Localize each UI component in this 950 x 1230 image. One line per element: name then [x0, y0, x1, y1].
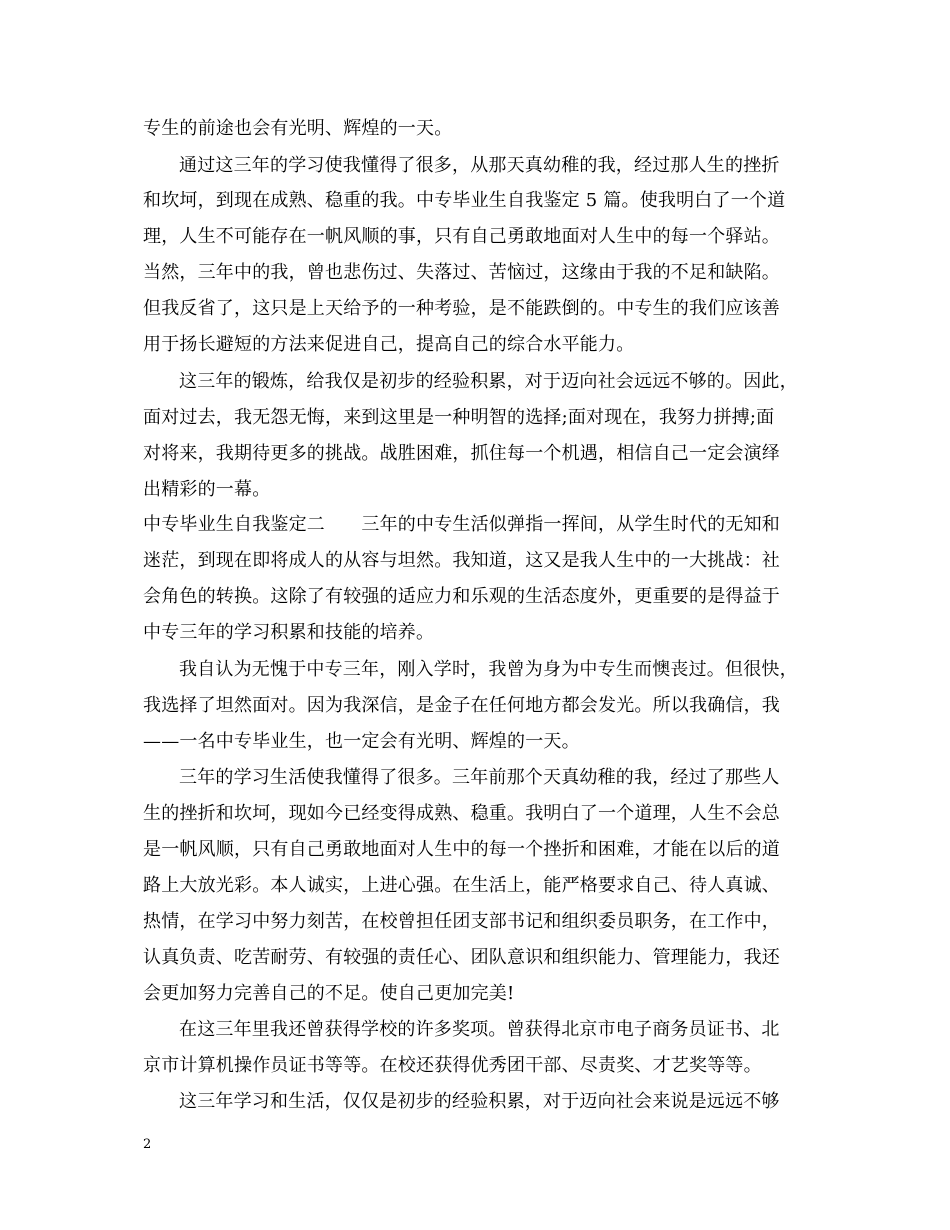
- text-line: 面对过去，我无怨无悔，来到这里是一种明智的选择;面对现在，我努力拼搏;面: [143, 407, 775, 428]
- text-line: 中专毕业生自我鉴定二 三年的中专生活似弹指一挥间，从学生时代的无知和: [143, 514, 780, 535]
- text-line: 出精彩的一幕。: [143, 479, 271, 500]
- text-line: 生的挫折和坎坷，现如今已经变得成熟、稳重。我明白了一个道理，人生不会总: [143, 803, 780, 824]
- text-line: 会角色的转换。这除了有较强的适应力和乐观的生活态度外，更重要的是得益于: [143, 586, 780, 607]
- text-line: 用于扬长避短的方法来促进自己，提高自己的综合水平能力。: [143, 334, 635, 355]
- text-line: 和坎坷，到现在成熟、稳重的我。中专毕业生自我鉴定 5 篇。使我明白了一个道: [143, 190, 786, 211]
- text-line: 迷茫，到现在即将成人的从容与坦然。我知道，这又是我人生中的一大挑战：社: [143, 550, 780, 571]
- text-line: 通过这三年的学习使我懂得了很多，从那天真幼稚的我，经过那人生的挫折: [179, 155, 780, 176]
- page-number: 2: [143, 1137, 152, 1152]
- text-line: 认真负责、吃苦耐劳、有较强的责任心、团队意识和组织能力、管理能力，我还: [143, 947, 780, 968]
- text-line: 专生的前途也会有光明、辉煌的一天。: [143, 118, 453, 139]
- text-line: 当然，三年中的我，曾也悲伤过、失落过、苦恼过，这缘由于我的不足和缺陷。: [143, 262, 780, 283]
- text-line: 这三年学习和生活，仅仅是初步的经验积累，对于迈向社会来说是远远不够: [179, 1091, 780, 1112]
- text-line: 会更加努力完善自己的不足。使自己更加完美!: [143, 983, 515, 1004]
- text-line: 这三年的锻炼，给我仅是初步的经验积累，对于迈向社会远远不够的。因此，: [179, 371, 798, 392]
- text-line: 热情，在学习中努力刻苦，在校曾担任团支部书记和组织委员职务，在工作中，: [143, 911, 780, 932]
- text-line: 对将来，我期待更多的挑战。战胜困难，抓住每一个机遇，相信自己一定会演绎: [143, 443, 780, 464]
- text-line: 是一帆风顺，只有自己勇敢地面对人生中的每一个挫折和困难，才能在以后的道: [143, 839, 780, 860]
- text-line: 但我反省了，这只是上天给予的一种考验，是不能跌倒的。中专生的我们应该善: [143, 298, 780, 319]
- text-line: 我自认为无愧于中专三年，刚入学时，我曾为身为中专生而懊丧过。但很快，: [179, 659, 798, 680]
- text-line: 中专三年的学习积累和技能的培养。: [143, 622, 435, 643]
- text-line: 我选择了坦然面对。因为我深信，是金子在任何地方都会发光。所以我确信，我: [143, 695, 780, 716]
- text-line: ——一名中专毕业生，也一定会有光明、辉煌的一天。: [143, 731, 580, 752]
- text-line: 在这三年里我还曾获得学校的许多奖项。曾获得北京市电子商务员证书、北: [179, 1019, 780, 1040]
- text-line: 理，人生不可能存在一帆风顺的事，只有自己勇敢地面对人生中的每一个驿站。: [143, 226, 780, 247]
- text-line: 三年的学习生活使我懂得了很多。三年前那个天真幼稚的我，经过了那些人: [179, 767, 780, 788]
- text-line: 路上大放光彩。本人诚实，上进心强。在生活上，能严格要求自己、待人真诚、: [143, 875, 780, 896]
- text-line: 京市计算机操作员证书等等。在校还获得优秀团干部、尽责奖、才艺奖等等。: [143, 1055, 762, 1076]
